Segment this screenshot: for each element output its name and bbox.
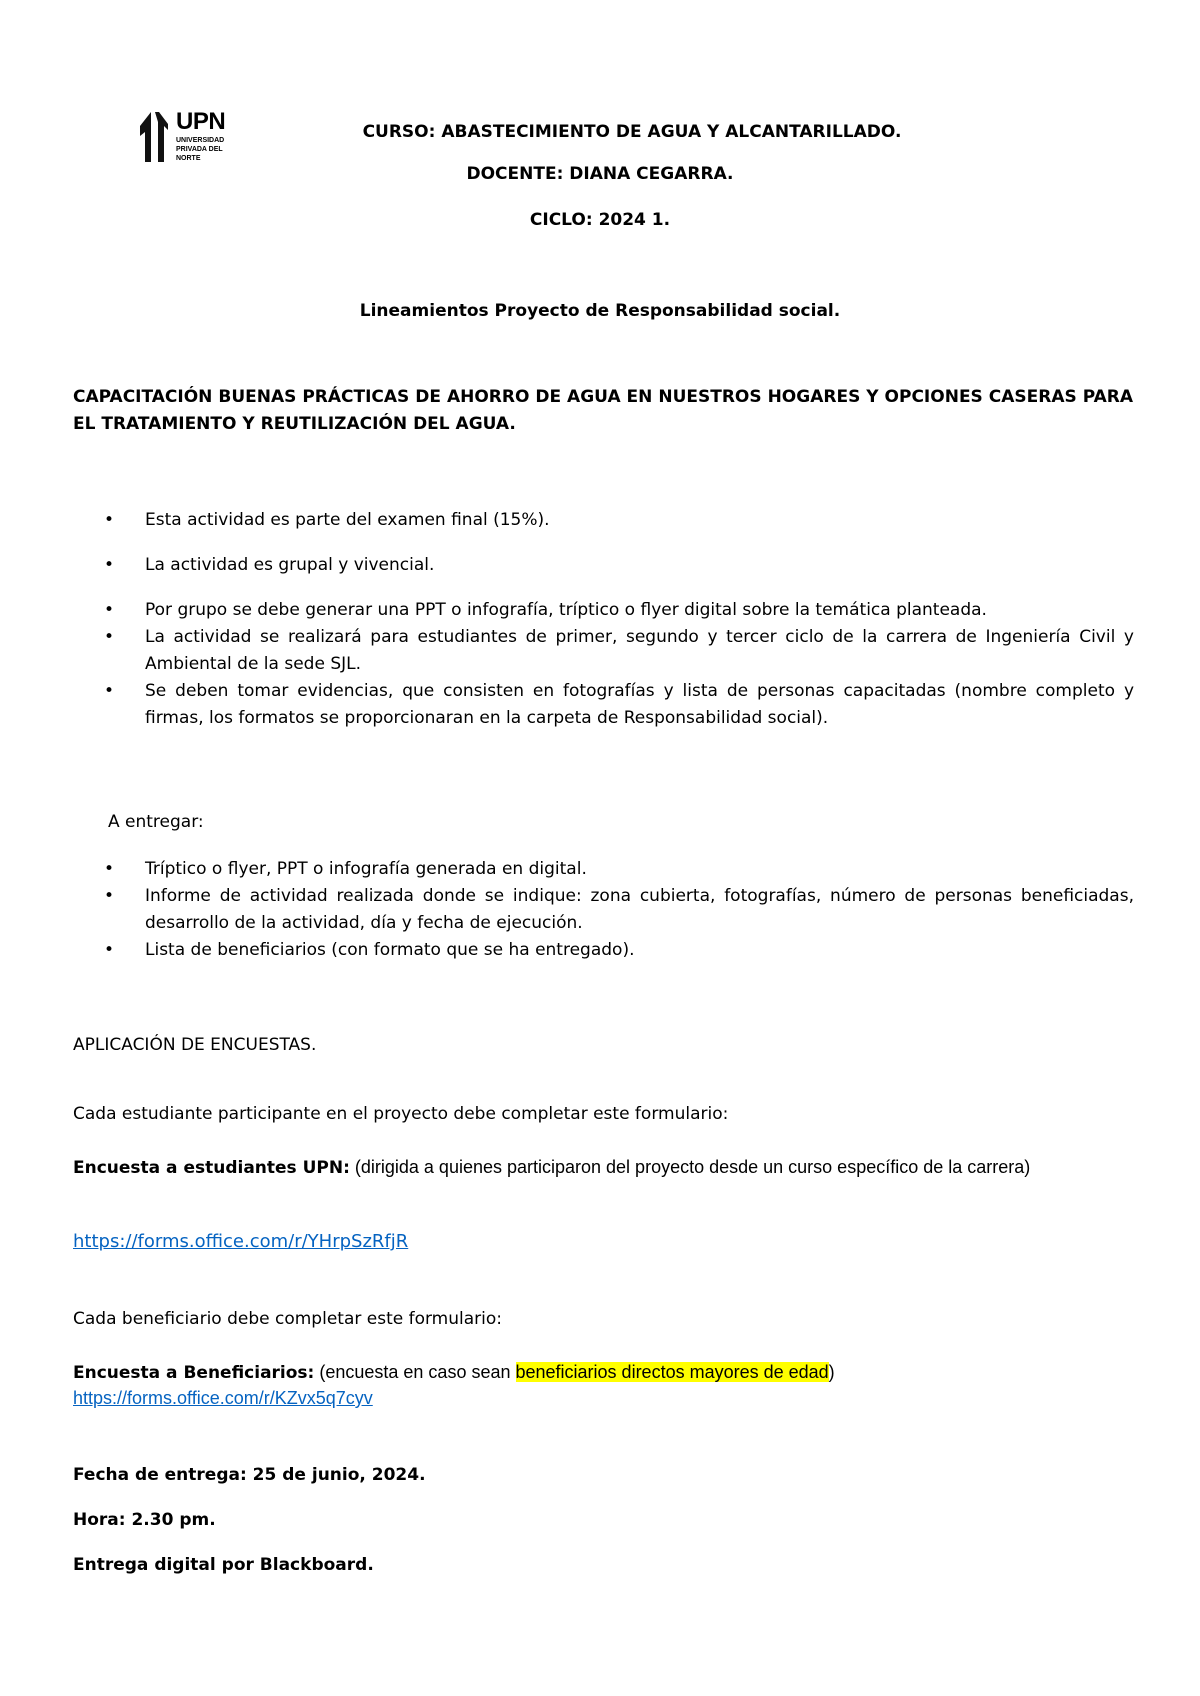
cycle: CICLO: 2024 1. — [529, 210, 671, 230]
student-survey — [73, 1153, 1133, 1182]
deliverables-list — [104, 856, 1134, 964]
beneficiary-survey-desc-pre: (encuesta en caso sean — [314, 1362, 516, 1382]
student-survey-label: Encuesta a estudiantes UPN: — [73, 1158, 350, 1178]
list-item: • La actividad es grupal y vivencial. — [104, 552, 1134, 579]
upn-logo — [138, 108, 238, 172]
teacher-name: DOCENTE: DIANA CEGARRA. — [466, 164, 734, 184]
list-item: • Esta actividad es parte del examen final (15%). — [104, 507, 1134, 534]
list-item: • Se deben tomar evidencias, que consisten en fotografías y lista de personas capacitadas (nombre completo y firmas, los formatos se proporcionaran en la carpeta de Responsabilidad social). — [104, 678, 1134, 732]
logo-text: UPN — [176, 108, 226, 135]
student-survey-link[interactable]: https://forms.office.com/r/YHrpSzRfjR — [73, 1231, 409, 1252]
student-instruction: Cada estudiante participante en el proyecto debe completar este formulario: — [73, 1104, 729, 1124]
delivery-time: Hora: 2.30 pm. — [73, 1510, 216, 1530]
beneficiary-survey-link[interactable]: https://forms.office.com/r/KZvx5q7cyv — [73, 1388, 373, 1408]
survey-heading: APLICACIÓN DE ENCUESTAS. — [73, 1035, 317, 1055]
beneficiary-instruction: Cada beneficiario debe completar este formulario: — [73, 1309, 502, 1329]
highlighted-text: beneficiarios directos mayores de edad — [515, 1362, 829, 1382]
beneficiary-survey — [73, 1359, 835, 1387]
list-item: • Informe de actividad realizada donde se indique: zona cubierta, fotografías, número de personas beneficiadas, desarrollo de la actividad, día y fecha de ejecución. — [104, 883, 1134, 937]
deliver-label: A entregar: — [108, 812, 204, 832]
list-item: • La actividad se realizará para estudiantes de primer, segundo y tercer ciclo de la carrera de Ingeniería Civil y Ambiental de la sede SJL. — [104, 624, 1134, 678]
delivery-date: Fecha de entrega: 25 de junio, 2024. — [73, 1465, 426, 1485]
delivery-method: Entrega digital por Blackboard. — [73, 1555, 374, 1575]
activity-guidelines-list — [104, 507, 1134, 732]
document-subtitle: Lineamientos Proyecto de Responsabilidad social. — [359, 301, 841, 321]
logo-subtitle: UNIVERSIDAD PRIVADA DEL NORTE — [176, 137, 225, 162]
list-item: • Lista de beneficiarios (con formato que se ha entregado). — [104, 937, 1134, 964]
beneficiary-survey-desc-post: ) — [828, 1362, 835, 1382]
student-survey-description: (dirigida a quienes participaron del proyecto desde un curso específico de la carrera) — [349, 1157, 1031, 1177]
list-item: • Por grupo se debe generar una PPT o infografía, tríptico o flyer digital sobre la temática planteada. — [104, 597, 1134, 624]
beneficiary-survey-label: Encuesta a Beneficiarios: — [73, 1363, 315, 1383]
course-title: CURSO: ABASTECIMIENTO DE AGUA Y ALCANTARILLADO. — [362, 122, 902, 142]
list-item: • Tríptico o flyer, PPT o infografía generada en digital. — [104, 856, 1134, 883]
main-title: CAPACITACIÓN BUENAS PRÁCTICAS DE AHORRO DE AGUA EN NUESTROS HOGARES Y OPCIONES CASERAS PARA EL TRATAMIENTO Y REUTILIZACIÓN DEL AGUA. — [73, 387, 1133, 434]
